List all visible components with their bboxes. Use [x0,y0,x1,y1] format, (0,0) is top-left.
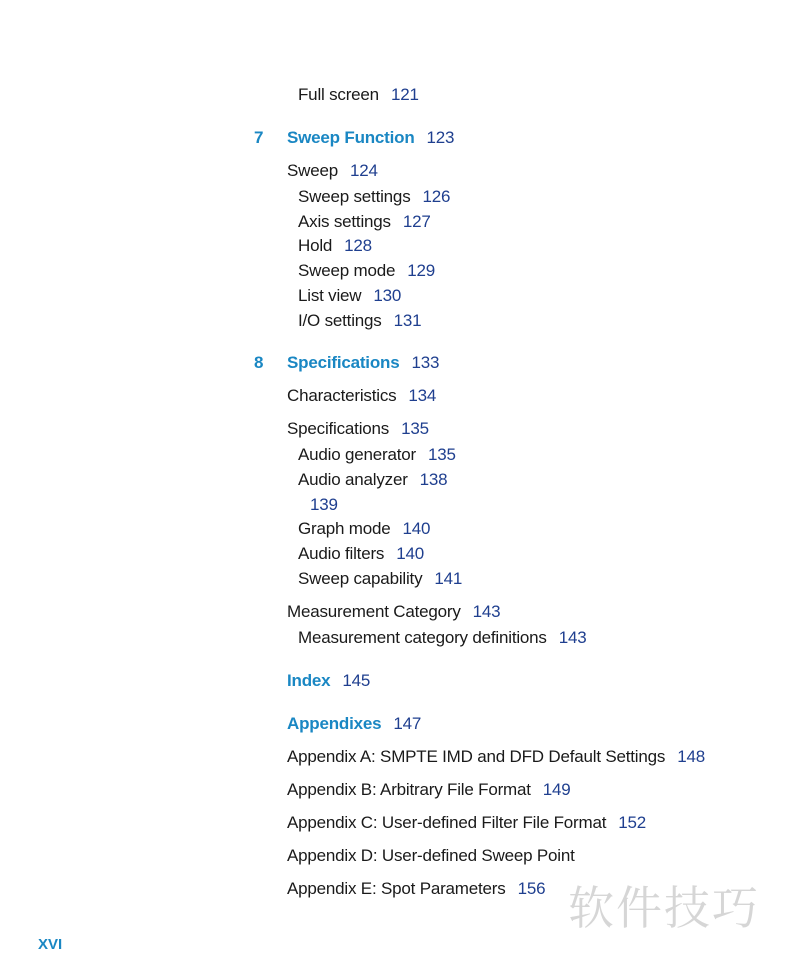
toc-entry[interactable] [287,878,545,900]
toc-entry-page: 147 [393,714,422,733]
toc-entry-title: Sweep capability [298,569,423,588]
toc-entry-page: 143 [472,602,501,621]
toc-entry-title: Graph mode [298,519,391,538]
toc-chapter-entry[interactable] [287,127,454,149]
toc-entry-title: Measurement category definitions [298,628,547,647]
toc-entry-page: 135 [427,445,456,464]
toc-entry-title: Specifications [287,419,390,438]
toc-entry[interactable] [298,568,462,590]
toc-entry-title: I/O settings [298,311,382,330]
toc-entry-title: Specifications [287,353,400,372]
toc-entry-title: Audio analyzer [298,470,408,489]
toc-entry[interactable] [298,627,587,649]
toc-chapter-entry[interactable] [287,713,421,735]
toc-entry-page: 130 [373,286,402,305]
toc-entry-title: Characteristics [287,386,397,405]
toc-entry-page: 134 [408,386,437,405]
toc-entry-page: 140 [396,544,424,563]
toc-entry[interactable] [298,543,424,565]
toc-entry-page: 145 [342,671,371,690]
toc-entry[interactable] [298,260,435,282]
toc-entry-page: 127 [402,212,431,231]
toc-entry-title: Sweep settings [298,187,411,206]
toc-entry-title: Appendix C: User-defined Filter File Format [287,813,607,832]
toc-entry[interactable] [298,84,419,106]
toc-entry-title: Appendix E: Spot Parameters [287,879,506,898]
toc-entry[interactable] [287,160,378,182]
watermark-text: 软件技巧 [568,881,760,935]
toc-entry[interactable] [298,518,430,540]
toc-entry-title: Appendixes [287,714,382,733]
toc-entry-page: 152 [618,813,647,832]
toc-entry-page: 135 [401,419,429,438]
toc-entry[interactable] [287,845,575,867]
chapter-number: 7 [254,128,264,147]
toc-entry-title: Axis settings [298,212,391,231]
toc-entry[interactable] [287,812,646,834]
toc-entry-title: Appendix D: User-defined Sweep Point [287,846,575,865]
toc-entry-title: Appendix B: Arbitrary File Format [287,780,531,799]
toc-entry-page: 123 [426,128,455,147]
toc-entry-title: Audio generator [298,445,416,464]
toc-entry-page: 148 [677,747,705,766]
toc-entry[interactable] [310,494,338,516]
toc-entry-title: Appendix A: SMPTE IMD and DFD Default Settings [287,747,666,766]
toc-entry-page: 156 [517,879,546,898]
page-folio: XVI [38,936,63,953]
toc-entry[interactable] [298,285,401,307]
toc-entry-page: 141 [434,569,463,588]
chapter-number: 8 [254,353,264,372]
toc-entry-title: Index [287,671,331,690]
toc-entry-title: Audio filters [298,544,385,563]
toc-entry-page: 139 [310,495,338,514]
toc-entry-title: Measurement Category [287,602,461,621]
toc-entry[interactable] [298,186,450,208]
toc-entry-page: 121 [390,85,419,104]
toc-entry[interactable] [287,601,500,623]
toc-entry[interactable] [298,211,431,233]
toc-entry[interactable] [287,746,705,768]
toc-entry[interactable] [298,444,456,466]
toc-entry-title: List view [298,286,362,305]
toc-entry-page: 138 [419,470,448,489]
toc-entry[interactable] [298,310,421,332]
toc-entry[interactable] [287,385,436,407]
toc-entry-page: 126 [422,187,451,206]
toc-entry[interactable] [287,779,571,801]
toc-entry-page: 143 [558,628,587,647]
toc-entry[interactable] [298,469,447,491]
toc-entry[interactable] [287,418,429,440]
toc-entry-page: 140 [402,519,431,538]
toc-entry-title: Full screen [298,85,379,104]
toc-entry-title: Sweep mode [298,261,396,280]
toc-entry-page: 124 [349,161,378,180]
toc-entry-page: 149 [542,780,571,799]
toc-entry-page: 131 [393,311,422,330]
toc-chapter-entry[interactable] [287,670,370,692]
toc-entry-title: Sweep Function [287,128,415,147]
toc-entry[interactable] [298,235,372,257]
toc-entry-title: Sweep [287,161,338,180]
toc-entry-page: 133 [411,353,440,372]
toc-entry-title: Hold [298,236,333,255]
toc-entry-page: 128 [344,236,372,255]
toc-entry-page: 129 [407,261,435,280]
toc-chapter-entry[interactable] [287,352,439,374]
